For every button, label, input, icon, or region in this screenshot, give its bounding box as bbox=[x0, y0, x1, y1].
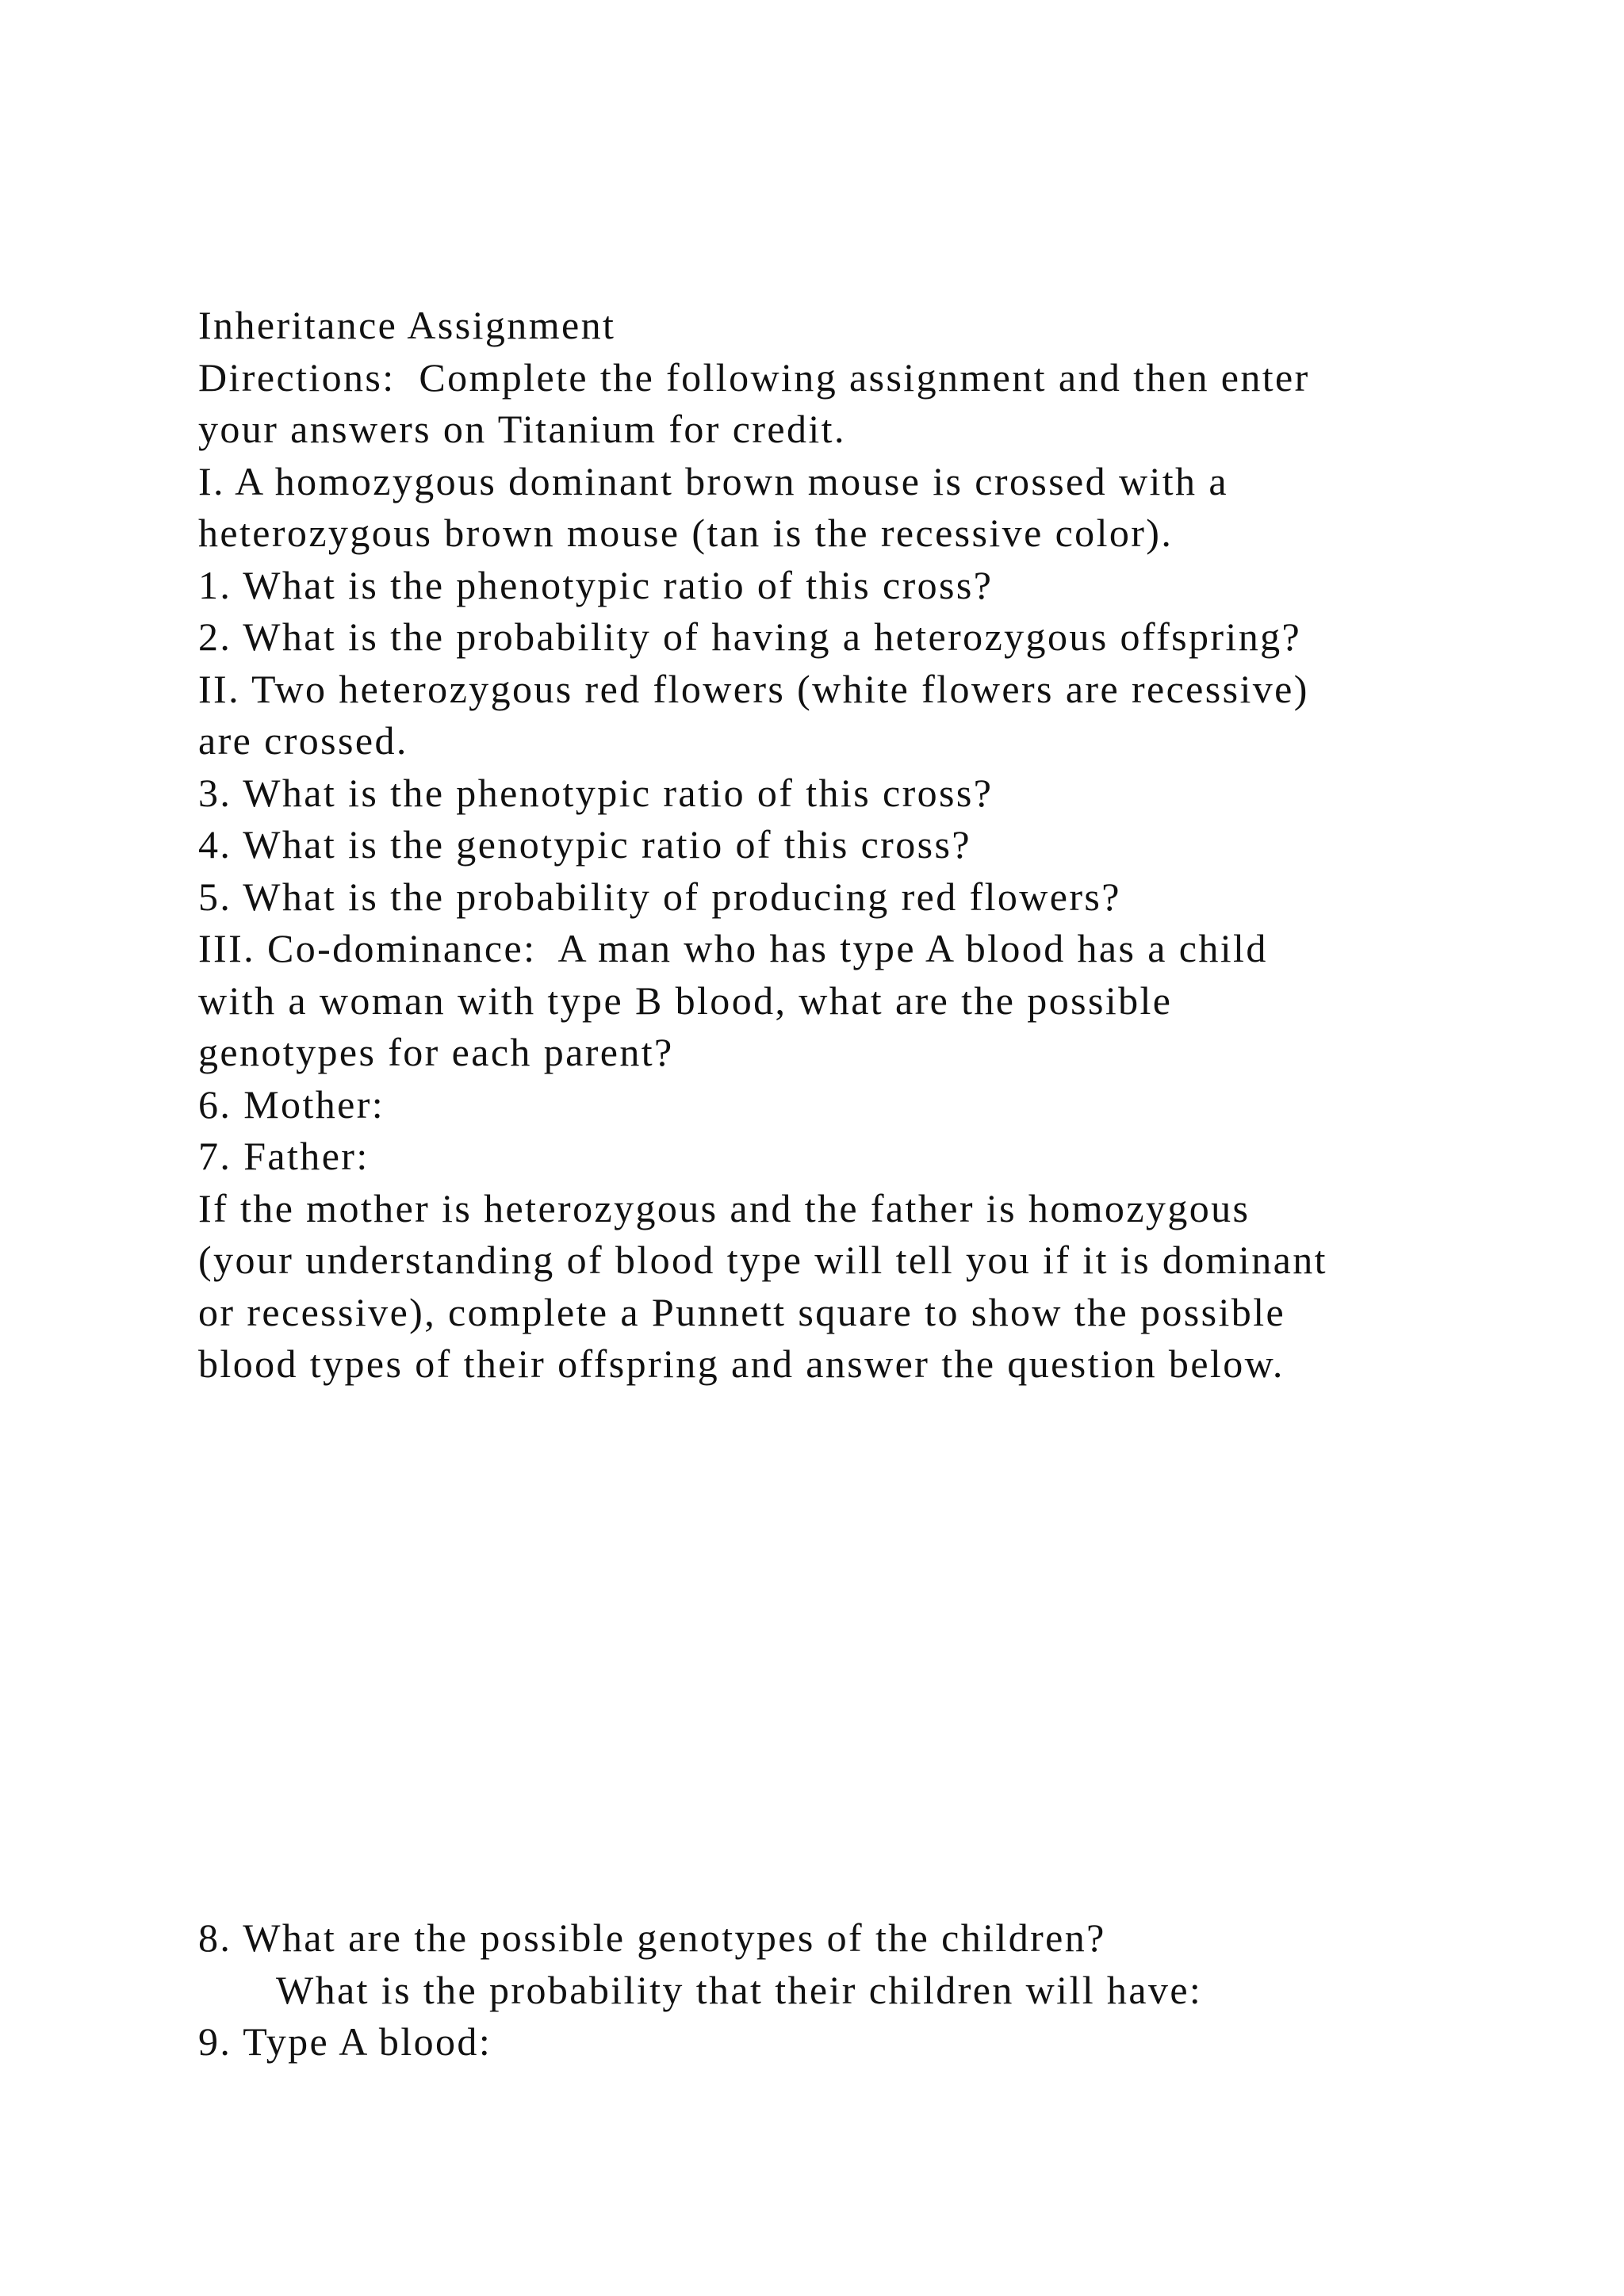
section-iii-text: genotypes for each parent? bbox=[198, 1030, 674, 1074]
punnett-instructions: or recessive), complete a Punnett square to show the possible bbox=[198, 1289, 1286, 1334]
document-title: Inheritance Assignment bbox=[198, 303, 616, 347]
bottom-questions-block bbox=[198, 1912, 1467, 2068]
question-2: 2. What is the probability of having a heterozygous offspring? bbox=[198, 614, 1302, 659]
section-iii-text: with a woman with type B blood, what are the possible bbox=[198, 978, 1173, 1023]
probability-prompt: What is the probability that their children will have: bbox=[276, 1967, 1203, 2012]
section-i-text: I. A homozygous dominant brown mouse is crossed with a bbox=[198, 458, 1228, 503]
assignment-text-block bbox=[198, 300, 1467, 1391]
section-ii-text: are crossed. bbox=[198, 718, 408, 763]
section-i-text: heterozygous brown mouse (tan is the recessive color). bbox=[198, 511, 1174, 555]
punnett-instructions: If the mother is heterozygous and the father is homozygous bbox=[198, 1185, 1251, 1230]
question-9: 9. Type A blood: bbox=[198, 2019, 492, 2064]
punnett-instructions: (your understanding of blood type will tell you if it is dominant bbox=[198, 1238, 1327, 1282]
question-5: 5. What is the probability of producing red flowers? bbox=[198, 874, 1121, 919]
question-8: 8. What are the possible genotypes of the children? bbox=[198, 1915, 1106, 1960]
section-iii-text: III. Co-dominance: A man who has type A blood has a child bbox=[198, 926, 1268, 970]
question-4: 4. What is the genotypic ratio of this cross? bbox=[198, 822, 971, 867]
question-3: 3. What is the phenotypic ratio of this cross? bbox=[198, 770, 994, 815]
section-ii-text: II. Two heterozygous red flowers (white flowers are recessive) bbox=[198, 666, 1309, 711]
punnett-instructions: blood types of their offspring and answer the question below. bbox=[198, 1341, 1285, 1386]
question-1: 1. What is the phenotypic ratio of this cross? bbox=[198, 562, 994, 607]
directions-line: Directions: Complete the following assignment and then enter bbox=[198, 354, 1310, 400]
question-6: 6. Mother: bbox=[198, 1081, 385, 1127]
question-7: 7. Father: bbox=[198, 1134, 370, 1178]
directions-line: your answers on Titanium for credit. bbox=[198, 407, 846, 451]
